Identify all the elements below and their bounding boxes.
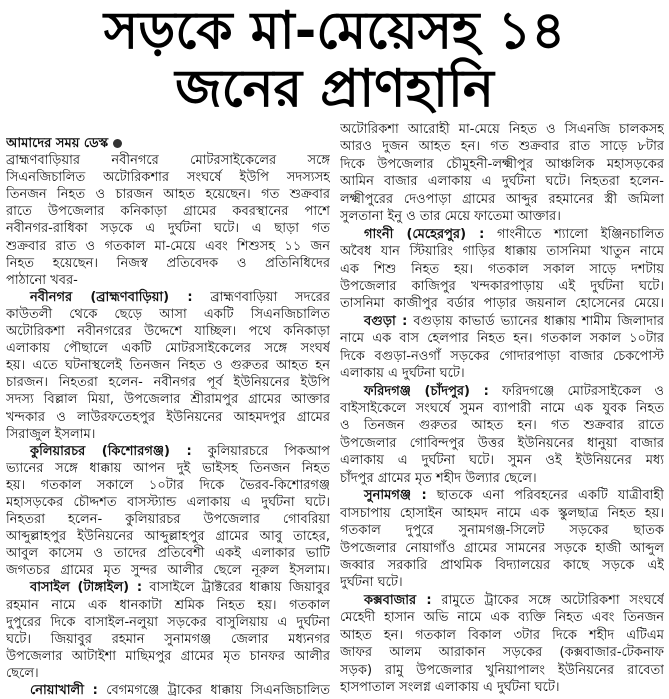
text-line (340, 156, 664, 173)
dateline: গাংনী (মেহেরপুর) : (364, 226, 485, 242)
line-text: ছাতকে এনা পরিবহনের একটি যাত্রীবাহী (436, 488, 664, 504)
line-text: বাসাইলে ট্রাক্টরের ধাক্কায় জিয়াবুর (149, 580, 330, 596)
byline: আমাদের সময় ডেস্ক (6, 136, 109, 151)
line-text: ও তিনজন গুরুতর আহত হন। গত শুক্রবার রাতে (340, 418, 664, 434)
text-line (6, 255, 330, 272)
byline-row (6, 135, 330, 152)
text-line (340, 662, 664, 679)
bullet-icon (113, 139, 122, 148)
text-line (340, 400, 664, 417)
line-text: উপজেলার গোবিন্দপুর উত্তর ইউনিয়নের ধানুয়া বাজার (340, 435, 664, 451)
line-text: সড়ক) রামু উপজেলার খুনিয়াপালং ইউনিয়নের রাবেতা (340, 662, 664, 678)
line-text: বাইসাইকেলে সংঘর্ষে সুমন ব্যাপারী নামে এক যুবক নিহত (340, 401, 664, 416)
line-text: এক শিশু নিহত হয়। গতকাল সকাল সাড়ে দশটায় (340, 261, 664, 277)
dateline: বাসাইল (টাঙ্গাইল) : (30, 580, 143, 596)
text-line (340, 278, 664, 295)
line-text: দুপুরের দিকে বাসাইল-নলুয়া সড়কের বাসুলিয়ায় এ দুর্ঘটনা (6, 614, 330, 630)
line-text: এলাকায় এ দুর্ঘটনা ঘটে। সুমন ওই ইউনিয়নের মধ্য (340, 453, 664, 469)
line-text: চাঁদপুর গ্রামের মৃত শহীদ উল্যার ছেলে। (340, 470, 537, 486)
dateline: নবীনগর (ব্রাহ্মণবাড়িয়া) : (30, 289, 193, 305)
text-line (6, 648, 330, 665)
line-text: অবৈধ যান স্টিয়ারিং গাড়ির ধাক্কায় তাসনিমা খাতুন নামে (340, 244, 664, 260)
line-text: সদস্য বিল্লাল মিয়া, উপজেলার শ্রীরামপুর গ্রামের আক্তার (6, 392, 330, 408)
news-paragraph (340, 383, 664, 488)
text-line (6, 374, 330, 391)
line-text: উপজেলার আটাইশা মাছিমপুর গ্রামের মৃত চানফর আলীর (6, 648, 330, 664)
line-text: বাসচাপায় হোসাইন আহমদ নামে এক স্কুলছাত্র নিহত হয়। (340, 505, 664, 521)
line-text: উপজেলার নোয়াগাঁও গ্রামের সামনের সড়কে হাজী আব্দুল (340, 540, 664, 556)
text-line (340, 540, 664, 557)
text-line (340, 592, 664, 609)
headline (0, 2, 669, 118)
news-paragraph (340, 226, 664, 313)
text-line (6, 169, 330, 186)
text-line (340, 226, 664, 243)
line-text: হয়। গতকাল সকালে ১০টার দিকে ভৈরব-কিশোরগঞ্জ (6, 477, 330, 493)
news-paragraph (6, 579, 330, 682)
text-line (340, 435, 664, 452)
text-line (340, 522, 664, 539)
text-line (340, 644, 664, 661)
right-column (340, 121, 664, 699)
text-line (340, 208, 664, 225)
line-text: লক্ষ্মীপুরের দেওপাড়া গ্রামের আব্দুর রহমানের স্ত্রী জমিলা (340, 191, 664, 207)
line-text: ফরিদগঞ্জে মোটরসাইকেল ও (502, 383, 664, 399)
line-text: এলাকায় এ দুর্ঘটনা ঘটে। (340, 366, 465, 382)
text-line (6, 152, 330, 169)
line-text: ঘটে। জিয়াবুর রহমান সুনামগঞ্জ জেলার মধ্যনগর (6, 631, 330, 647)
dateline: বগুড়া : (364, 313, 408, 329)
line-text: নিহতরা হলেন- কুলিয়ারচর উপজেলার গোবরিয়া (6, 512, 330, 528)
text-line (6, 614, 330, 631)
text-line (6, 220, 330, 237)
line-text: বগুড়ায় কাভার্ড ভ্যানের ধাক্কায় শামীম জিলাদার (413, 313, 664, 329)
line-text: দিকে বগুড়া-নওগাঁ সড়কের গোদারপাড়া বাজার চেকপোস্ট (340, 348, 664, 364)
dateline: নোয়াখালী : (30, 683, 98, 698)
text-line (6, 203, 330, 220)
text-line (6, 631, 330, 648)
line-text: রহমান নামে এক ধানকাটা শ্রমিক নিহত হয়। গতকাল (6, 597, 330, 613)
news-paragraph (6, 682, 330, 699)
text-line (340, 679, 664, 696)
line-text: জাফর আলম আরাকান সড়কের (কক্সবাজার-টেকনাফ (340, 645, 664, 661)
line-text: কুলিয়ারচরে পিকআপ (207, 443, 330, 459)
line-text: আবুল কাসেম ও তাদের প্রতিবেশী একই এলাকার ভাটি (6, 546, 330, 562)
text-line (6, 511, 330, 528)
text-line (6, 272, 330, 289)
text-line (340, 557, 664, 574)
text-line (6, 528, 330, 545)
text-line (340, 261, 664, 278)
text-line (6, 597, 330, 614)
dateline: সুনামগঞ্জ : (364, 488, 427, 504)
line-text: পাঠানো খবর- (6, 272, 78, 288)
line-text: আমিন বাজার এলাকায় এ দুর্ঘটনা ঘটে। নিহতরা হলেন- (340, 174, 664, 190)
text-line (340, 173, 664, 190)
line-text: উপজেলার কাজিপুর খন্দকারপাড়ায় এই দুর্ঘটনা ঘটে। (340, 278, 664, 294)
line-text: দুর্ঘটনা ঘটে। (340, 575, 403, 591)
text-line (340, 505, 664, 522)
text-line (340, 609, 664, 626)
line-text: আব্দুল্লাহপুর ইউনিয়নের আব্দুল্লাহপুর গ্রামের আবু তাহের, (6, 529, 330, 545)
line-text: ছেলে। (6, 665, 39, 681)
news-paragraph (340, 487, 664, 592)
news-paragraph (6, 289, 330, 443)
text-line (340, 627, 664, 644)
text-line (6, 682, 330, 699)
text-line (6, 323, 330, 340)
text-line (6, 391, 330, 408)
dateline: ফরিদগঞ্জ (চাঁদপুর) : (364, 383, 489, 399)
line-text: রাতে উপজেলার কনিকাড়া গ্রামের কবরস্থানের পাশে (6, 204, 330, 220)
text-line (340, 348, 664, 365)
line-text: আরও দুজন আহত হন। গত শুক্রবার রাত সাড়ে ৮টার (340, 139, 664, 155)
line-text: সিএনজিচালিত অটোরিকশার সংঘর্ষে ইউপি সদস্যসহ (6, 170, 330, 186)
text-line (6, 357, 330, 374)
line-text: নিহত হয়েছেন। নিজস্ব প্রতিবেদক ও প্রতিনিধিদের (6, 255, 330, 271)
line-text: অটোরিকশা আরোহী মা-মেয়ে নিহত ও সিএনজি চালকসহ (340, 122, 664, 137)
text-line (6, 665, 330, 682)
text-line (6, 306, 330, 323)
text-line (6, 562, 330, 579)
text-line (340, 330, 664, 347)
dateline: কক্সবাজার : (364, 592, 432, 608)
line-text: খন্দকার ও লাউরফতেহপুর ইউনিয়নের আহমদপুর গ্রামের (6, 409, 330, 425)
line-text: মহাসড়কের চৌদ্দশত বাসস্ট্যান্ড এলাকায় এ দুর্ঘটনা ঘটে। (6, 494, 330, 510)
text-line (340, 295, 664, 312)
text-line (6, 340, 330, 357)
text-line (340, 313, 664, 330)
text-line (6, 494, 330, 511)
line-text: চারজন। নিহতরা হলেন- নবীনগর পূর্ব ইউনিয়নের ইউপি (6, 375, 330, 391)
news-paragraph (6, 152, 330, 289)
line-text: নামে এক বাস হেলপার নিহত হন। গতকাল সকাল ১০টার (340, 331, 664, 347)
text-line (6, 579, 330, 596)
line-text: গাংনীতে শ্যালো ইঞ্জিনচালিত (497, 226, 664, 242)
line-text: দিকে উপজেলার চৌমুহনী-লক্ষ্মীপুর আঞ্চলিক মহাসড়কের (340, 156, 664, 172)
text-line (6, 289, 330, 306)
text-line (6, 409, 330, 426)
text-line (6, 443, 330, 460)
text-line (340, 452, 664, 469)
line-text: জব্বার সরকারি প্রাথমিক বিদ্যালয়ের কাছে সড়কে এই (340, 557, 664, 573)
line-text: কাউতলী থেকে ছেড়ে আসা একটি সিএনজিচালিত (6, 306, 330, 322)
line-text: তিনজন নিহত ও চারজন আহত হয়েছেন। গত শুক্রবার (6, 187, 330, 203)
text-line (340, 487, 664, 504)
line-text: হয়। এতে ঘটনাস্থলেই তিনজন নিহত ও গুরুতর আহত হন (6, 358, 330, 374)
text-line (6, 186, 330, 203)
line-text: অটোরিকশা নবীনগরের উদ্দেশে যাচ্ছিল। পথে কনিকাড়া (6, 324, 330, 340)
text-line (340, 121, 664, 138)
news-paragraph (340, 313, 664, 383)
line-text: সুলতানা ইনু ও তার মেয়ে ফাতেমা আক্তার। (340, 209, 561, 225)
line-text: ব্রাহ্মণবাড়িয়া সদরের (210, 289, 330, 305)
news-paragraph (340, 592, 664, 697)
dateline: কুলিয়ারচর (কিশোরগঞ্জ) : (30, 443, 192, 459)
headline-line-2: জনের প্রাণহানি (175, 59, 494, 119)
line-text: ব্রাহ্মণবাড়িয়ার নবীনগরে মোটরসাইকেলের সঙ্গে (6, 153, 330, 169)
line-text: সিরাজুল ইসলাম। (6, 426, 96, 442)
text-line (6, 238, 330, 255)
text-line (340, 383, 664, 400)
line-text: রামুতে ট্রাকের সঙ্গে অটোরিকশা সংঘর্ষে (441, 592, 664, 608)
line-text: এলাকায় পৌছালে একটি মোটরসাইকেলের সঙ্গে সংঘর্ষ (6, 341, 330, 357)
text-line (340, 417, 664, 434)
line-text: গতকাল দুপুরে সুনামগঞ্জ-সিলেট সড়কের ছাতক (340, 523, 664, 539)
text-line (6, 477, 330, 494)
text-line (6, 460, 330, 477)
text-line (6, 545, 330, 562)
line-text: বেগমগঞ্জে ট্রাকের ধাক্কায় সিএনজিচালিত (106, 683, 330, 698)
headline-line-1: সড়কে মা-মেয়েসহ ১৪ (103, 1, 566, 61)
text-line (340, 574, 664, 591)
text-line (340, 470, 664, 487)
text-line (340, 191, 664, 208)
line-text: আহত হন। গতকাল বিকাল ৩টার দিকে শহীদ এটিএম (340, 627, 664, 643)
text-line (6, 426, 330, 443)
line-text: হাসপাতাল সংলগ্ন এলাকায় এ দুর্ঘটনা ঘটে। (340, 680, 560, 695)
line-text: ভ্যানের সঙ্গে ধাক্কায় আপন দুই ভাইসহ তিনজন নিহত (6, 460, 330, 476)
line-text: তাসনিমা কাজীপুর বর্ডার পাড়ার জয়নাল হোসেনের মেয়ে। (340, 296, 664, 312)
line-text: মেহেদী হাসান অভি নামে এক ব্যক্তি নিহত এবং তিনজন (340, 610, 664, 626)
line-text: শুক্রবার রাত ও গতকাল মা-মেয়ে এবং শিশুসহ ১১ জন (6, 238, 330, 254)
text-line (340, 365, 664, 382)
line-text: জগতচর গ্রামের মৃত সুন্দর আলীর ছেলে নূরুল ইসলাম। (6, 563, 330, 579)
line-text: নবীনগর-রাধিকা সড়কে এ দুর্ঘটনা ঘটে। এ ছাড়া গত (6, 221, 330, 237)
news-paragraph (6, 443, 330, 580)
news-paragraph (340, 121, 664, 226)
text-line (340, 243, 664, 260)
text-line (340, 138, 664, 155)
left-column (6, 135, 330, 699)
